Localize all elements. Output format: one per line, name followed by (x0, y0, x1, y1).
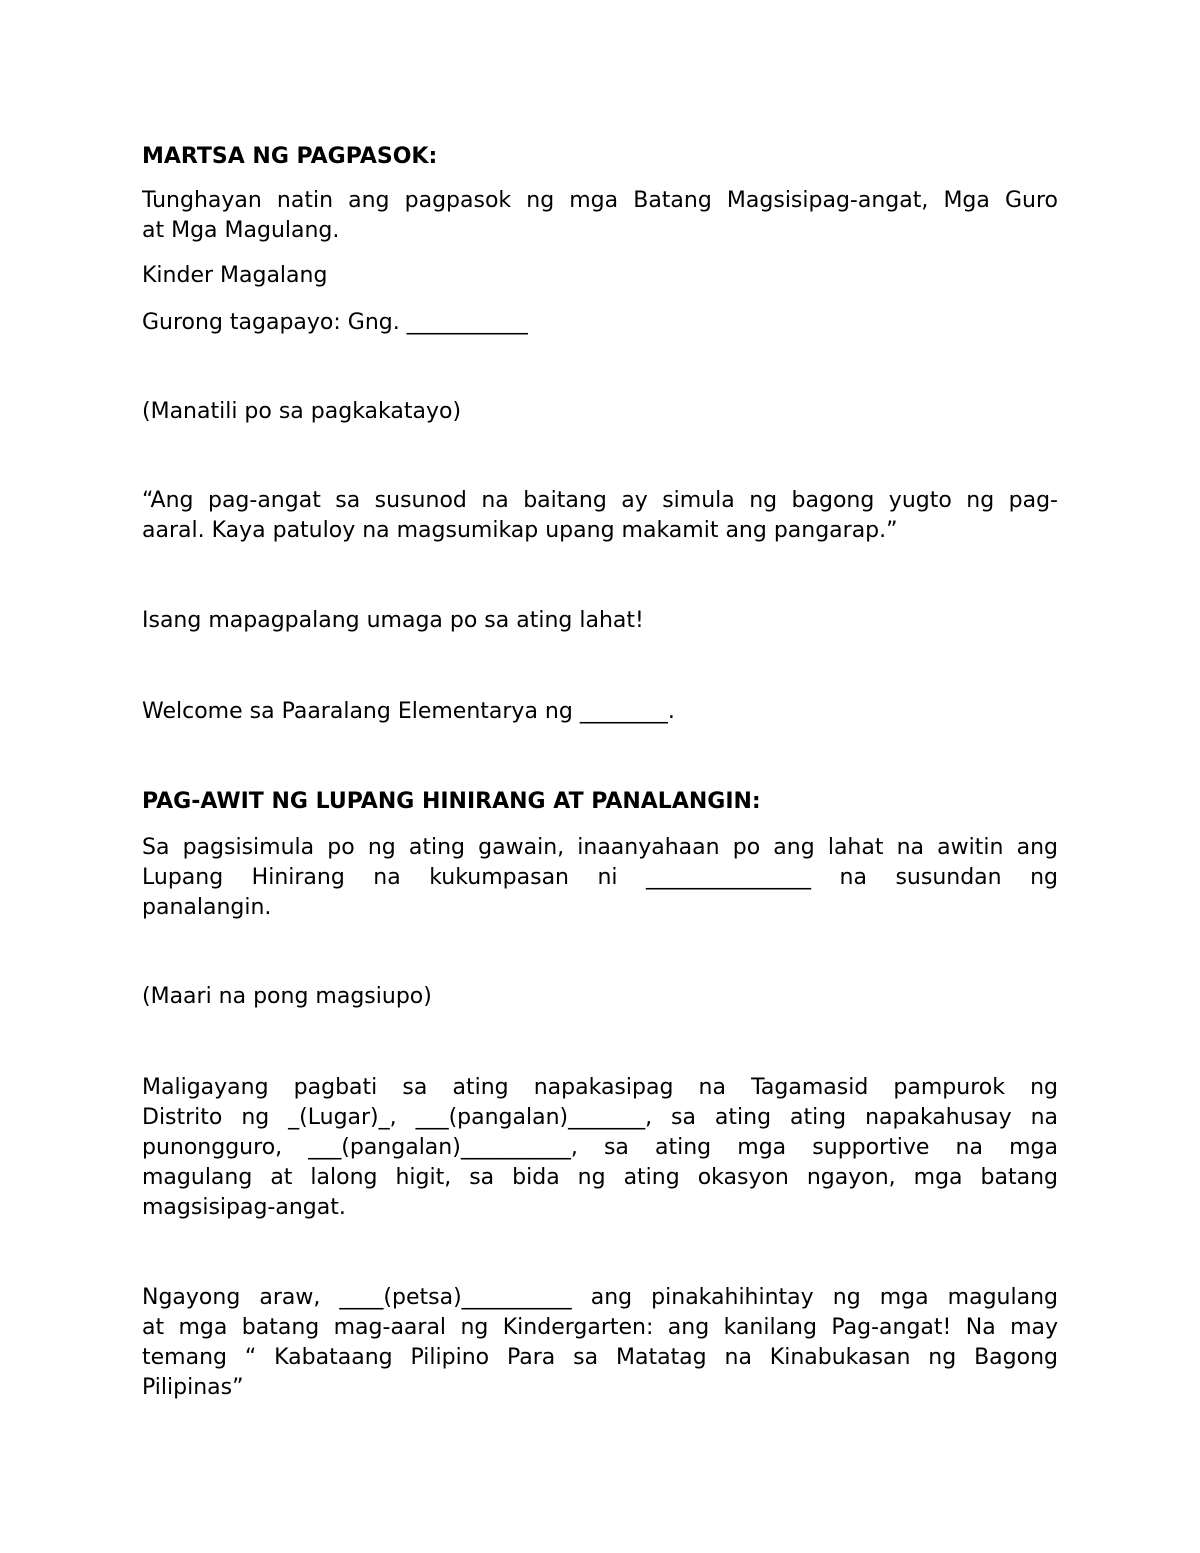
stand-note: (Manatili po sa pagkakatayo) (142, 399, 462, 424)
anthem-body-line-1: Sa pagsisimula po ng ating gawain, inaanyahaan po ang lahat na awitin ang (142, 835, 1058, 860)
today-line-2: at mga batang mag-aaral ng Kindergarten: ang kanilang Pag-angat! Na may (142, 1315, 1058, 1340)
martsa-intro-line-1: Tunghayan natin ang pagpasok ng mga Batang Magsisipag-angat, Mga Guro (142, 188, 1058, 213)
acknowledgement-line-5: magsisipag-angat. (142, 1195, 346, 1220)
quote-line-1: “Ang pag-angat sa susunod na baitang ay simula ng bagong yugto ng pag- (142, 488, 1058, 513)
quote-line-2: aaral. Kaya patuloy na magsumikap upang makamit ang pangarap.” (142, 518, 898, 543)
anthem-body-line-2: Lupang Hinirang na kukumpasan ni _______________ na susundan ng (142, 865, 1058, 890)
today-line-4: Pilipinas” (142, 1375, 244, 1400)
anthem-heading: PAG-AWIT NG LUPANG HINIRANG AT PANALANGIN: (142, 789, 761, 814)
greeting: Isang mapagpalang umaga po sa ating lahat! (142, 608, 644, 633)
acknowledgement-line-2: Distrito ng _(Lugar)_, ___(pangalan)_______, sa ating ating napakahusay na (142, 1105, 1058, 1130)
acknowledgement-line-3: punongguro, ___(pangalan)__________, sa ating mga supportive na mga (142, 1135, 1058, 1160)
sit-note: (Maari na pong magsiupo) (142, 984, 432, 1009)
martsa-intro-line-2: at Mga Magulang. (142, 218, 340, 243)
today-line-1: Ngayong araw, ____(petsa)__________ ang pinakahihintay ng mga magulang (142, 1285, 1058, 1310)
welcome-line: Welcome sa Paaralang Elementarya ng ________. (142, 699, 675, 724)
anthem-body-line-3: panalangin. (142, 895, 272, 920)
acknowledgement-line-1: Maligayang pagbati sa ating napakasipag na Tagamasid pampurok ng (142, 1075, 1058, 1100)
today-line-3: temang “ Kabataang Pilipino Para sa Matatag na Kinabukasan ng Bagong (142, 1345, 1058, 1370)
acknowledgement-line-4: magulang at lalong higit, sa bida ng ating okasyon ngayon, mga batang (142, 1165, 1058, 1190)
class-name: Kinder Magalang (142, 263, 328, 288)
martsa-heading: MARTSA NG PAGPASOK: (142, 144, 438, 169)
adviser-line: Gurong tagapayo: Gng. ___________ (142, 310, 528, 335)
